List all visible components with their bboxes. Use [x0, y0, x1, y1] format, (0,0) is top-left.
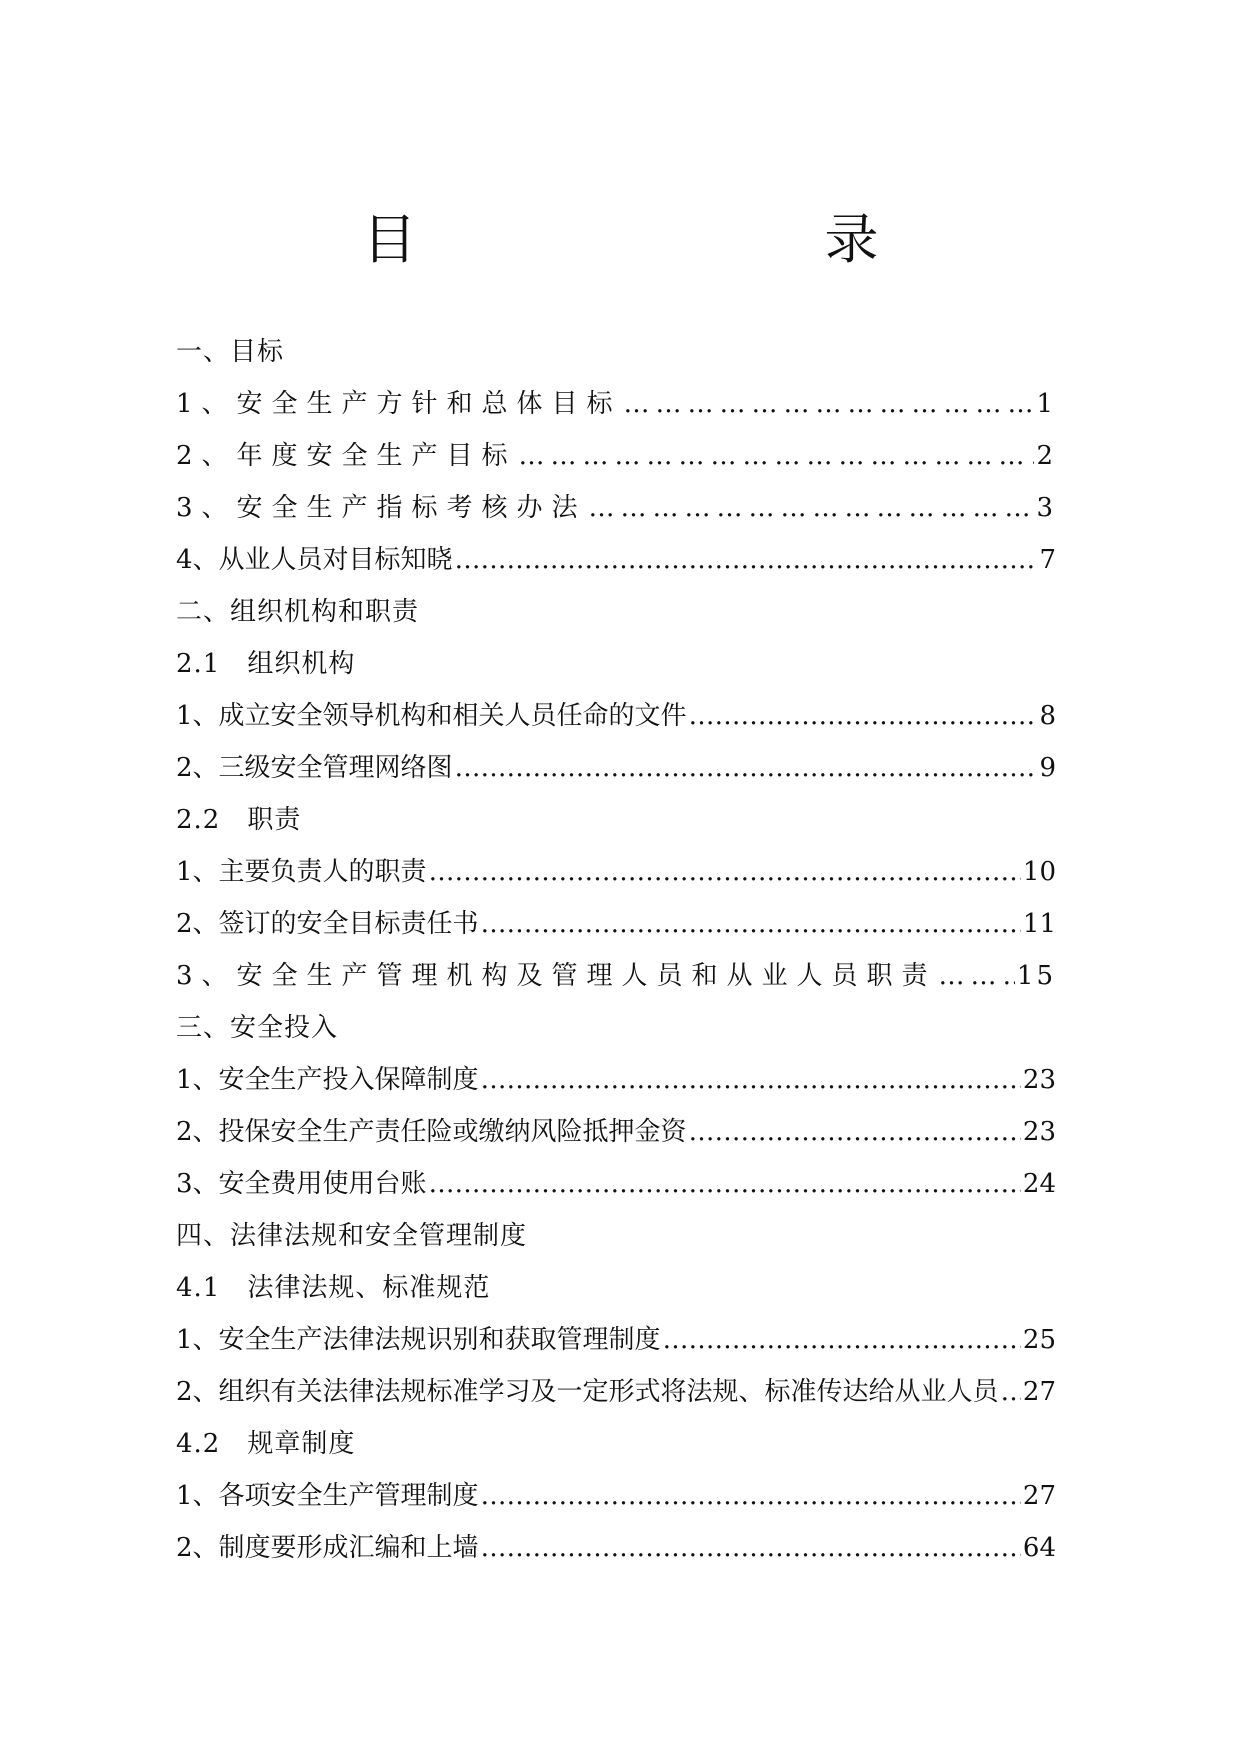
toc-entry-text: 二、组织机构和职责 [176, 597, 420, 627]
toc-entry-text: 1、成立安全领导机构和相关人员任命的文件 [176, 701, 687, 731]
toc-entry [176, 1054, 1056, 1106]
toc-page-number: 10 [1022, 857, 1056, 887]
toc-entry-text: 2、组织有关法律法规标准学习及一定形式将法规、标准传达给从业人员 [176, 1377, 999, 1407]
toc-entry-text: 2、三级安全管理网络图 [176, 753, 453, 783]
toc-entry-text: 3、安全费用使用台账 [176, 1169, 427, 1199]
toc-page-number: 9 [1039, 753, 1056, 783]
toc-page-number: 8 [1039, 701, 1056, 731]
toc-entry [176, 950, 1056, 1002]
toc-leader-dots [939, 950, 1015, 1002]
toc-entry-text: 2、年度安全生产目标 [176, 441, 517, 471]
toc-entry-text: 2、投保安全生产责任险或缴纳风险抵押金资 [176, 1117, 687, 1147]
toc-leader-dots [481, 1522, 1021, 1574]
toc-page-number: 2 [1036, 441, 1056, 471]
toc-entry-text: 1、安全生产方针和总体目标 [176, 389, 622, 419]
toc-leader-dots [689, 1106, 1021, 1158]
toc-leader-dots [455, 742, 1038, 794]
toc-page-number: 64 [1022, 1533, 1056, 1563]
page-title: 目 录 [362, 208, 979, 271]
toc-entry-text: 1、安全生产法律法规识别和获取管理制度 [176, 1325, 661, 1355]
toc-entry-text: 1、主要负责人的职责 [176, 857, 427, 887]
toc-entry [176, 1470, 1056, 1522]
toc-entry [176, 430, 1056, 482]
toc-page-number: 27 [1022, 1481, 1056, 1511]
toc-entry-text: 1、安全生产投入保障制度 [176, 1065, 479, 1095]
toc-entry-text: 2、签订的安全目标责任书 [176, 909, 479, 939]
toc-entry [176, 1314, 1056, 1366]
toc-entry [176, 1158, 1056, 1210]
toc-page-number: 11 [1022, 909, 1056, 939]
toc-leader-dots [455, 534, 1038, 586]
toc-entry-text: 四、法律法规和安全管理制度 [176, 1221, 528, 1251]
toc-entry [176, 482, 1056, 534]
toc-entry [176, 898, 1056, 950]
toc-subsection-heading [176, 794, 1056, 846]
toc-leader-dots [429, 846, 1021, 898]
toc-leader-dots [481, 898, 1021, 950]
toc-leader-dots [689, 690, 1038, 742]
toc-leader-dots [481, 1470, 1021, 1522]
toc-entry-text: 3、安全生产指标考核办法 [176, 493, 587, 523]
toc-subsection-heading [176, 1262, 1056, 1314]
toc-entry-text: 2、制度要形成汇编和上墙 [176, 1533, 479, 1563]
toc-leader-dots [1001, 1366, 1021, 1418]
toc-section-heading [176, 1210, 1056, 1262]
toc-entry-text: 4.2 规章制度 [176, 1429, 356, 1459]
toc-page-number: 15 [1016, 961, 1056, 991]
toc-page-number: 23 [1022, 1065, 1056, 1095]
toc-subsection-heading [176, 1418, 1056, 1470]
toc-entry [176, 846, 1056, 898]
toc-entry-text: 4.1 法律法规、标准规范 [176, 1273, 491, 1303]
toc-entry [176, 1106, 1056, 1158]
toc-section-heading [176, 586, 1056, 638]
toc-page-number: 3 [1036, 493, 1056, 523]
toc-section-heading [176, 326, 1056, 378]
toc-section-heading [176, 1002, 1056, 1054]
toc-page-number: 25 [1022, 1325, 1056, 1355]
toc-page-number: 7 [1039, 545, 1056, 575]
toc-entry [176, 690, 1056, 742]
toc-entry [176, 1366, 1056, 1418]
toc-entry-text: 2.1 组织机构 [176, 649, 356, 679]
toc-entry [176, 742, 1056, 794]
toc-entry-text: 3、安全生产管理机构及管理人员和从业人员职责 [176, 961, 937, 991]
toc-page-number: 24 [1022, 1169, 1056, 1199]
toc-page-number: 27 [1022, 1377, 1056, 1407]
toc-leader-dots [624, 378, 1035, 430]
toc-leader-dots [663, 1314, 1021, 1366]
toc-leader-dots [589, 482, 1035, 534]
toc-entry-text: 4、从业人员对目标知晓 [176, 545, 453, 575]
table-of-contents [176, 326, 1056, 1574]
toc-entry [176, 1522, 1056, 1574]
toc-entry-text: 2.2 职责 [176, 805, 302, 835]
toc-page-number: 23 [1022, 1117, 1056, 1147]
toc-leader-dots [429, 1158, 1021, 1210]
toc-entry [176, 534, 1056, 586]
toc-leader-dots [519, 430, 1035, 482]
toc-entry-text: 一、目标 [176, 337, 285, 367]
toc-subsection-heading [176, 638, 1056, 690]
toc-entry [176, 378, 1056, 430]
toc-entry-text: 1、各项安全生产管理制度 [176, 1481, 479, 1511]
toc-entry-text: 三、安全投入 [176, 1013, 339, 1043]
toc-leader-dots [481, 1054, 1021, 1106]
toc-page-number: 1 [1036, 389, 1056, 419]
